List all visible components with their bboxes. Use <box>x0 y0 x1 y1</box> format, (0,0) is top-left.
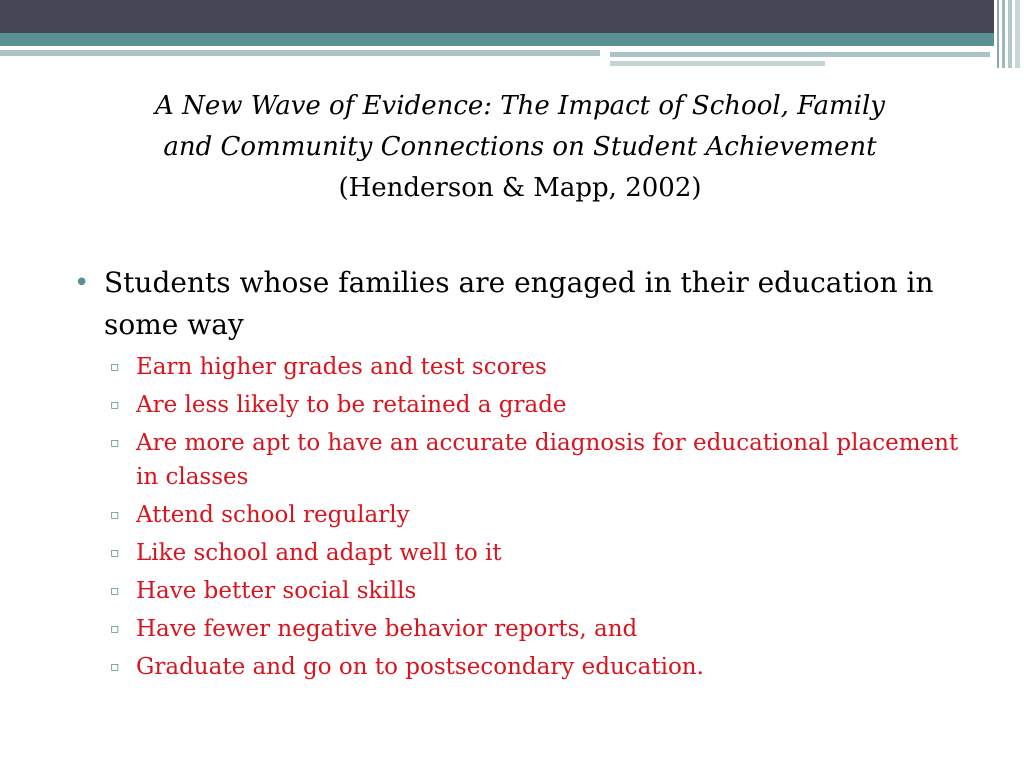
corner-stripe <box>1015 0 1020 68</box>
sub-bullet-text: Have better social skills <box>136 578 417 604</box>
sub-bullet <box>110 612 974 646</box>
sub-bullet <box>110 426 974 494</box>
square-bullet-icon: ▫ <box>110 583 120 599</box>
sub-bullet-list <box>74 350 974 684</box>
header-rule-left <box>0 50 600 56</box>
sub-bullet <box>110 350 974 384</box>
header-rule-right-short <box>610 61 825 66</box>
corner-stripes <box>994 0 1024 68</box>
header-rule-right <box>610 52 990 57</box>
sub-bullet <box>110 498 974 532</box>
sub-bullet <box>110 388 974 422</box>
main-bullet <box>74 262 974 346</box>
square-bullet-icon: ▫ <box>110 545 120 561</box>
sub-bullet <box>110 650 974 684</box>
slide-body <box>74 262 974 688</box>
square-bullet-icon: ▫ <box>110 397 120 413</box>
corner-stripe <box>1002 0 1005 68</box>
title-line-2: and Community Connections on Student Achievement <box>163 132 877 162</box>
sub-bullet-text: Attend school regularly <box>136 502 410 528</box>
square-bullet-icon: ▫ <box>110 359 120 375</box>
sub-bullet-text: Graduate and go on to postsecondary education. <box>136 654 704 680</box>
corner-stripe <box>997 0 999 68</box>
square-bullet-icon: ▫ <box>110 621 120 637</box>
sub-bullet-text: Earn higher grades and test scores <box>136 354 547 380</box>
sub-bullet <box>110 536 974 570</box>
sub-bullet <box>110 574 974 608</box>
sub-bullet-text: Have fewer negative behavior reports, and <box>136 616 638 642</box>
teal-band <box>0 33 1024 46</box>
square-bullet-icon: ▫ <box>110 507 120 523</box>
sub-bullet-text: Are less likely to be retained a grade <box>136 392 567 418</box>
title-citation: (Henderson & Mapp, 2002) <box>338 173 702 203</box>
sub-bullet-text: Like school and adapt well to it <box>136 540 502 566</box>
main-bullet-text: Students whose families are engaged in their education in some way <box>104 266 934 341</box>
corner-stripe <box>1008 0 1012 68</box>
bullet-dot-icon: • <box>74 268 90 298</box>
title-line-1: A New Wave of Evidence: The Impact of School, Family <box>155 91 885 121</box>
square-bullet-icon: ▫ <box>110 659 120 675</box>
sub-bullet-text: Are more apt to have an accurate diagnosis for educational placement in classes <box>136 430 959 490</box>
square-bullet-icon: ▫ <box>110 435 120 451</box>
header-bar <box>0 0 1024 33</box>
slide-title <box>60 86 980 209</box>
